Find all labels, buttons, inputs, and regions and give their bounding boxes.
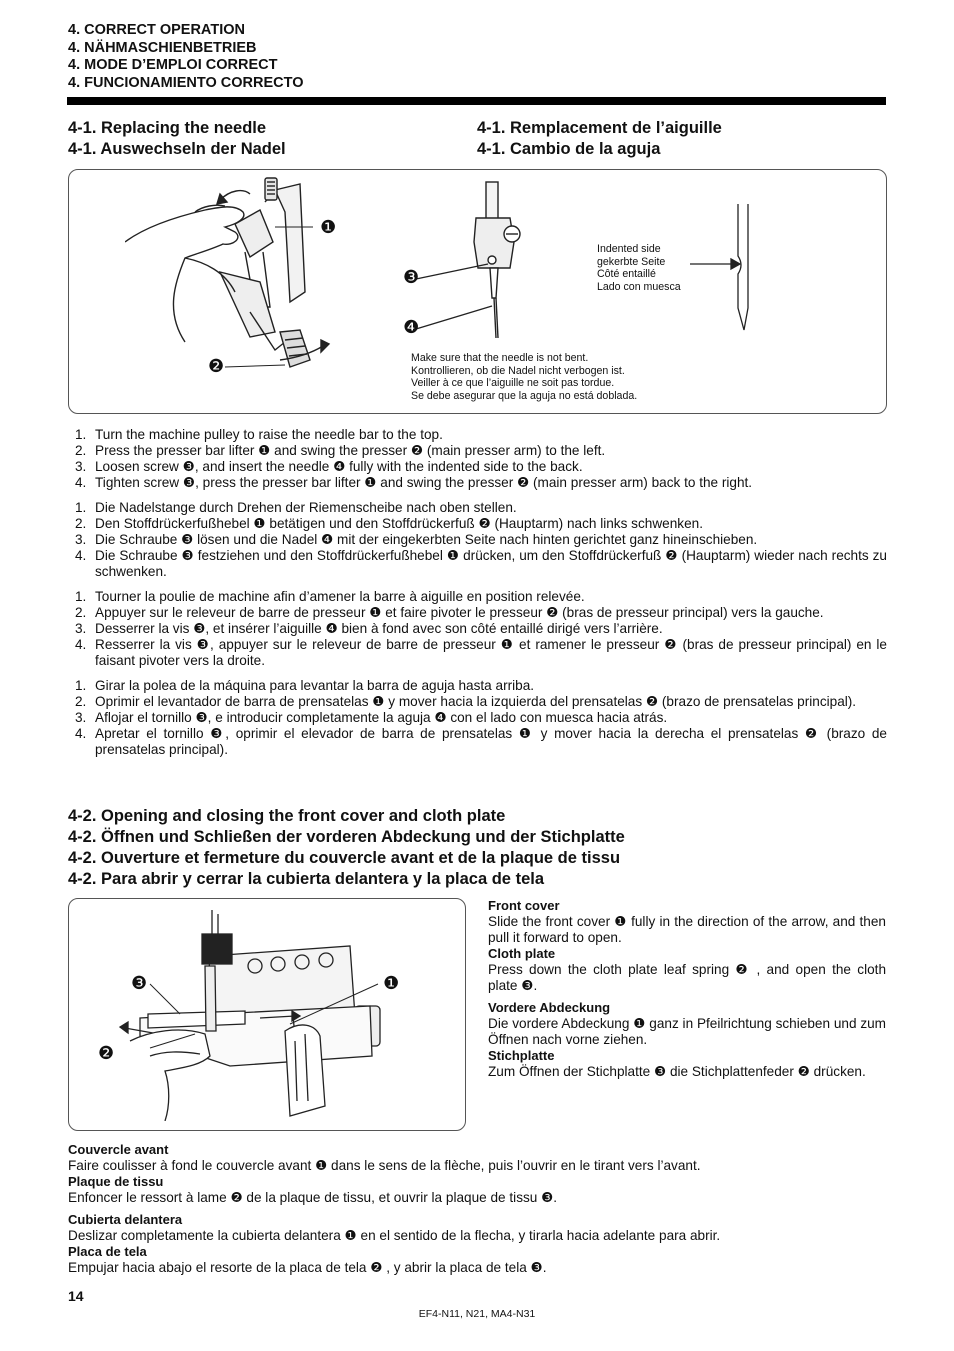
list-item: 3. Die Schraube ❸ lösen und die Nadel ❹ mit der eingekerbten Seite nach hinten gerichtet ganz hineinschieben. (75, 532, 758, 547)
cloth-plate-heading-fr: Plaque de tissu (68, 1174, 164, 1189)
indented-side-fr: Côté entaillé (597, 268, 656, 281)
needle-side-view-illustration (690, 198, 770, 338)
list-item: 4. Die Schraube ❸ festziehen und den Stoffdrückerfußhebel ❶ drücken, um den Stoffdrückerfuß ❷ (Hauptarm) wieder nach rechts zu schwenken. (75, 548, 887, 579)
cloth-plate-text-de: Zum Öffnen der Stichplatte ❸ die Stichplattenfeder ❷ drücken. (488, 1064, 866, 1079)
list-item: 3. Loosen screw ❸, and insert the needle ❹ fully with the indented side to the back. (75, 459, 583, 474)
section-2-title-fr: 4-2. Ouverture et fermeture du couvercle avant et de la plaque de tissu (68, 849, 621, 867)
list-item: 4. Apretar el tornillo ❸, oprimir el elevador de barra de prensatelas ❶ y mover hacia la derecha el prensatelas ❷ (brazo de prensatelas principal). (75, 726, 887, 757)
steps-en (75, 427, 887, 491)
page-number: 14 (68, 1288, 84, 1304)
list-item: 3. Aflojar el tornillo ❸, e introducir completamente la aguja ❹ con el lado con muesca hacia atrás. (75, 710, 668, 725)
chapter-title-de: 4. NÄHMASCHIENBETRIEB (68, 39, 257, 56)
presser-lifter-illustration (125, 172, 355, 387)
section-title-de: 4-1. Auswechseln der Nadel (68, 140, 286, 158)
list-item: 3. Desserrer la vis ❸, et insérer l’aiguille ❹ bien à fond avec son côté entaillé dirigé vers l’arrière. (75, 621, 663, 636)
steps-de (75, 500, 887, 580)
chapter-title-es: 4. FUNCIONAMIENTO CORRECTO (68, 74, 304, 91)
chapter-title-fr: 4. MODE D’EMPLOI CORRECT (68, 57, 278, 74)
callout-3-fig1: ❸ (403, 267, 420, 287)
front-cover-text-fr: Faire coulisser à fond le couvercle avant ❶ dans le sens de la flèche, puis l’ouvrir en le tirant vers l’avant. (68, 1158, 701, 1173)
front-cover-heading-fr: Couvercle avant (68, 1142, 169, 1157)
section-title-en: 4-1. Replacing the needle (68, 119, 267, 137)
callout-2-fig2: ❷ (98, 1043, 115, 1063)
list-item: 1. Tourner la poulie de machine afin d’amener la barre à aiguille en position relevée. (75, 589, 585, 604)
chapter-header (68, 22, 304, 92)
front-cover-text-es: Deslizar completamente la cubierta delantera ❶ en el sentido de la flecha, y tirarla hacia adelante para abrir. (68, 1228, 721, 1243)
section-1-titles-left (68, 118, 286, 160)
list-item: 1. Turn the machine pulley to raise the needle bar to the top. (75, 427, 443, 442)
front-cover-text-en: Slide the front cover ❶ fully in the direction of the arrow, and then pull it forward to open. (488, 914, 886, 945)
callout-1-fig1: ❶ (320, 217, 337, 237)
steps-fr (75, 589, 887, 669)
list-item: 1. Girar la polea de la máquina para levantar la barra de aguja hasta arriba. (75, 678, 535, 693)
needle-note-fr: Veiller à ce que l’aiguille ne soit pas tordue. (411, 377, 615, 390)
list-item: 2. Appuyer sur le releveur de barre de presseur ❶ et faire pivoter le presseur ❷ (bras de presseur principal) vers la gauche. (75, 605, 824, 620)
list-item: 4. Tighten screw ❸, press the presser bar lifter ❶ and swing the presser ❷ (main presser arm) back to the right. (75, 475, 753, 490)
cloth-plate-text-es: Empujar hacia abajo el resorte de la placa de tela ❷ , y abrir la placa de tela ❸. (68, 1260, 547, 1275)
needle-note-en: Make sure that the needle is not bent. (411, 352, 589, 364)
indented-side-de: gekerbte Seite (597, 255, 666, 268)
step-lists (75, 427, 887, 767)
needle-note-es: Se debe asegurar que la aguja no está doblada. (411, 389, 638, 402)
cloth-plate-heading-en: Cloth plate (488, 946, 556, 961)
section-1-titles-right (477, 118, 722, 160)
indented-side-en: Indented side (597, 243, 661, 255)
section-2-title-de: 4-2. Öffnen und Schließen der vorderen Abdeckung und der Stichplatte (68, 828, 625, 846)
section-title-es: 4-1. Cambio de la aguja (477, 140, 661, 158)
cloth-plate-text-fr: Enfoncer le ressort à lame ❷ de la plaque de tissu, et ouvrir la plaque de tissu ❸. (68, 1190, 558, 1205)
section-title-fr: 4-1. Remplacement de l’aiguille (477, 119, 722, 137)
steps-es (75, 678, 887, 758)
chapter-title-en: 4. CORRECT OPERATION (68, 22, 245, 38)
list-item: 2. Oprimir el levantador de barra de prensatelas ❶ y mover hacia la izquierda del prensatelas ❷ (brazo de prensatelas principal). (75, 694, 857, 709)
cover-instructions-fr-es (68, 1142, 886, 1276)
section-2-title-es: 4-2. Para abrir y cerrar la cubierta delantera y la placa de tela (68, 870, 545, 888)
cloth-plate-heading-es: Placa de tela (68, 1244, 147, 1259)
indented-side-es: Lado con muesca (597, 280, 681, 293)
cloth-plate-text-en: Press down the cloth plate leaf spring ❷ , and open the cloth plate ❸. (488, 962, 886, 993)
indented-side-labels (597, 243, 681, 293)
needle-note-de: Kontrollieren, ob die Nadel nicht verbogen ist. (411, 364, 625, 377)
model-number: EF4-N11, N21, MA4-N31 (418, 1308, 536, 1320)
front-cover-text-de: Die vordere Abdeckung ❶ ganz in Pfeilrichtung schieben und zum Öffnen nach vorne ziehen. (488, 1016, 886, 1047)
front-cover-heading-en: Front cover (488, 898, 560, 913)
callout-3-fig2: ❸ (131, 973, 148, 993)
front-cover-heading-es: Cubierta delantera (68, 1212, 183, 1227)
front-cover-illustration (110, 906, 410, 1121)
callout-4-fig1: ❹ (403, 317, 420, 337)
section-2-titles (68, 806, 625, 890)
front-cover-heading-de: Vordere Abdeckung (488, 1000, 611, 1015)
list-item: 1. Die Nadelstange durch Drehen der Riemenscheibe nach oben stellen. (75, 500, 517, 515)
list-item: 4. Resserrer la vis ❸, appuyer sur le releveur de barre de presseur ❶ et ramener le presseur ❷ (bras de presseur principal) en le faisant pivoter vers la droite. (75, 637, 887, 668)
callout-2-fig1: ❷ (208, 356, 225, 376)
needle-notes (411, 352, 637, 402)
list-item: 2. Den Stoffdrückerfußhebel ❶ betätigen und den Stoffdrückerfuß ❷ (Hauptarm) nach links schwenken. (75, 516, 703, 531)
list-item: 2. Press the presser bar lifter ❶ and swing the presser ❷ (main presser arm) to the left. (75, 443, 606, 458)
header-rule (67, 97, 886, 105)
cover-instructions-en-de (488, 898, 886, 1080)
section-2-title-en: 4-2. Opening and closing the front cover and cloth plate (68, 807, 506, 825)
needle-clamp-illustration (410, 178, 530, 348)
cloth-plate-heading-de: Stichplatte (488, 1048, 555, 1063)
callout-1-fig2: ❶ (383, 973, 400, 993)
